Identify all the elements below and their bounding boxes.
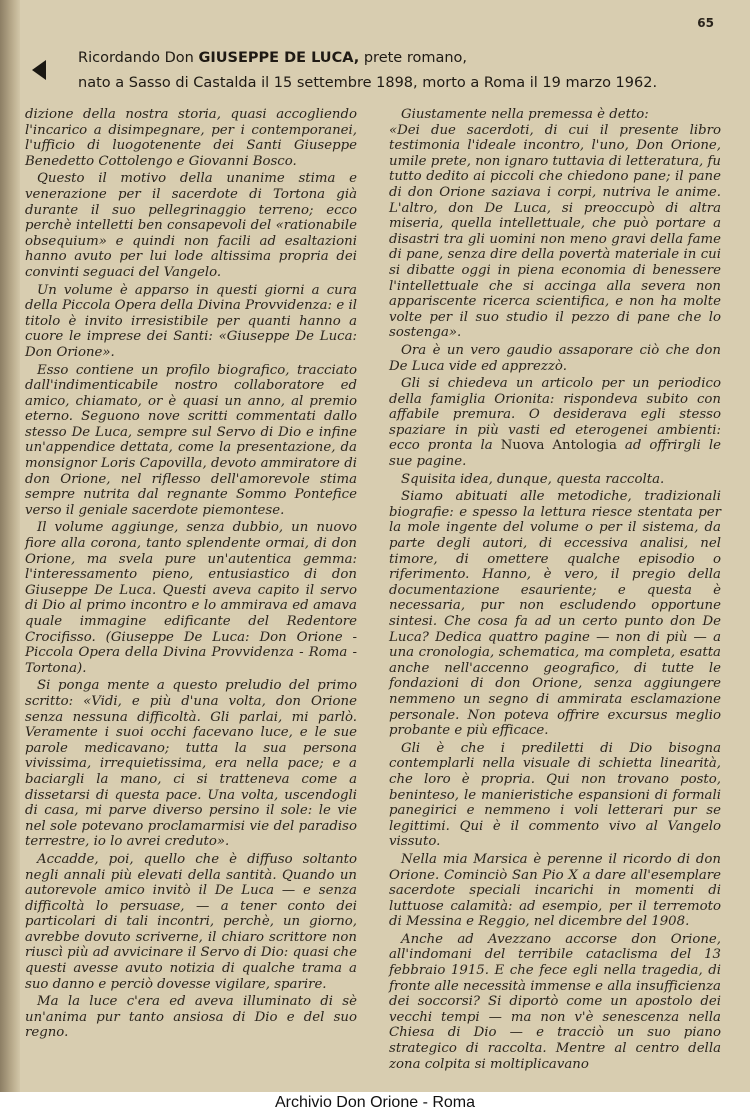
right-column	[389, 107, 721, 1074]
header-suffix: prete romano,	[363, 50, 468, 66]
paragraph: Squisita idea, dunque, questa raccolta.	[401, 471, 665, 487]
paragraph: Un volume è apparso in questi giorni a cura della Piccola Opera della Divina Provvidenza: e il titolo è invito irresistibile per quanti hanno a cuore le imprese dei Santi: «Giuseppe De Luca: Don Orione».	[25, 282, 357, 360]
paragraph-text: Gli si chiedeva un articolo per un periodico della famiglia Orionita: rispondeva subito con affabile premura. O desiderava egli stesso spaziare in più vasti ed eterogenei ambienti: ecco pronta la	[389, 376, 721, 454]
paragraph	[389, 107, 721, 341]
paragraph: Siamo abituati alle metodiche, tradizionali biografie: e spesso la lettura riesce stentata per la mole ingente del volume o per il sistema, da parte degli autori, di eccessiva analisi, nel timore, di omettere qualche episodio o riferimento. Hanno, è vero, il pregio della documentazione esauriente; e questa è necessaria, pur non escludendo opportune sintesi. Che cosa fa ad un certo punto don De Luca? Dedica quattro pagine — non di più — a una cronologia, schematica, ma completa, esatta anche nell'accenno geografico, di tutte le fondazioni di don Orione, senza aggiungere nemmeno un segno di ammirata esclamazione personale. Non poteva offrire excursus meglio probante e più efficace.	[389, 489, 721, 739]
paragraph: Accadde, poi, quello che è diffuso soltanto negli annali più elevati della santità. Quando un autorevole amico invitò il De Luca — e senza difficoltà lo persuase, — a tener conto dei particolari di tali incontri, perchè, un giorno, avrebbe dovuto scriverne, il chiaro scrittore non riuscì più ad avvicinare il Servo di Dio: quasi che questi avesse avuto notizia di qualche trama a suo danno e perciò dovesse vigilare, sparire.	[25, 851, 357, 992]
paragraph: Gli è che i prediletti di Dio bisogna contemplarli nella visuale di schietta linearità, che loro è propria. Qui non trovano posto, beninteso, le manieristiche espansioni di formali panegirici e nemmeno i voli letterari pur se legittimi. Qui è il commento vivo al Vangelo vissuto.	[389, 740, 721, 850]
article-header	[78, 46, 698, 96]
quote-block: «Dei due sacerdoti, di cui il presente libro testimonia l'ideale incontro, l'uno, Don Orione, umile prete, non ignaro tuttavia di letteratura, fu tutto dedito ai piccoli che chiedono pane; il pane di don Orione saziava i corpi, nutriva le anime. L'altro, don De Luca, si preoccupò di altra miseria, quella intellettuale, che può portare a disastri tra gli uomini non meno gravi della fame di pane, senza dire della povertà materiale in cui si dibatte oggi in piena economia di benessere l'intellettuale che si accinga alla severa non appariscente ricerca scientifica, e non ha molte volte per il suo studio il pezzo di pane che lo sostenga».	[389, 122, 721, 341]
paragraph	[389, 376, 721, 470]
page-number: 65	[697, 16, 714, 30]
paragraph: Anche ad Avezzano accorse don Orione, all'indomani del terribile cataclisma del 13 febbraio 1915. E che fece egli nella tragedia, di fronte alle necessità immense e alla insufficienza dei soccorsi? Si diportò come un apostolo dei vecchi tempi — ma non v'è senescenza nella Chiesa di Dio — e tracciò un suo piano strategico di raccolta. Mentre al centro della zona colpita si moltiplicavano	[389, 931, 721, 1072]
archive-footer: Archivio Don Orione - Roma	[0, 1092, 750, 1113]
paragraph-text: ad offrirgli le sue pagine.	[389, 438, 721, 470]
left-arrow-icon	[32, 60, 46, 80]
header-line-1	[78, 46, 698, 71]
paragraph: dizione della nostra storia, quasi accogliendo l'incarico a disimpegnare, per i contemporanei, l'ufficio di luogotenente dei Santi Giuseppe Benedetto Cottolengo e Giovanni Bosco.	[25, 107, 357, 169]
paragraph: Nella mia Marsica è perenne il ricordo di don Orione. Cominciò San Pio X a dare all'esemplare sacerdote speciali incarichi in momenti di luttuose calamità: ad esempio, per il terremoto di Messina e Reggio, nel dicembre del 1908.	[389, 851, 721, 930]
paragraph: Ora è un vero gaudio assaporare ciò che don De Luca vide ed apprezzò.	[389, 342, 721, 374]
header-prefix: Ricordando Don	[78, 50, 194, 66]
paragraph: Questo il motivo della unanime stima e venerazione per il sacerdote di Tortona già durante il suo pellegrinaggio terreno; ecco perchè intelletti ben consapevoli del «rationabile obsequium» e quindi non facili ad esaltazioni hanno avuto per lui lode altissima propria dei convinti seguaci del Vangelo.	[25, 171, 357, 280]
paragraph: Ma la luce c'era ed aveva illuminato di sè un'anima pur tanto ansiosa di Dio e del suo regno.	[25, 994, 357, 1041]
paragraph: Esso contiene un profilo biografico, tracciato dall'indimenticabile nostro collaboratore ed amico, chiamato, or è quasi un anno, al premio eterno. Seguono nove scritti commentati dallo stesso De Luca, sempre sul Servo di Dio e infine un'appendice dettata, come la presentazione, da monsignor Loris Capovilla, devoto ammiratore di don Orione, nel riflesso dell'amorevole stima sempre nutrita dal regnante Sommo Pontefice verso il geniale sacerdote piemontese.	[25, 362, 357, 518]
header-line-2: nato a Sasso di Castalda il 15 settembre 1898, morto a Roma il 19 marzo 1962.	[78, 75, 658, 91]
journal-title: Nuova Antologia	[500, 438, 617, 454]
paragraph: Il volume aggiunge, senza dubbio, un nuovo fiore alla corona, tanto splendente ormai, di don Orione, ma svela pure un'autentica gemma: l'interessamento pieno, entusiastico di don Giuseppe De Luca. Questi aveva capito il servo di Dio al primo incontro e lo ammirava ed amava quale immagine edificante del Redentore Crocifisso. (Giuseppe De Luca: Don Orione - Piccola Opera della Divina Provvidenza - Roma - Tortona).	[25, 520, 357, 676]
header-name: GIUSEPPE DE LUCA,	[198, 50, 360, 66]
paragraph: Si ponga mente a questo preludio del primo scritto: «Vidi, e più d'una volta, don Orione senza nessuna difficoltà. Gli parlai, mi parlò. Veramente i suoi occhi facevano luce, e le sue parole medicavano; tutta la sua persona vivissima, irrequietissima, era nella pace; e a baciargli la mano, ci si tratteneva come a dissetarsi di questa pace. Una volta, uscendogli di casa, mi parve diverso persino il sole: le vie nel sole potevano proclamarmisi vie del paradiso terrestre, io lo avrei creduto».	[25, 678, 357, 850]
quote-intro: Giustamente nella premessa è detto:	[401, 107, 649, 122]
page-spine-shadow	[0, 0, 20, 1113]
left-column	[25, 107, 357, 1043]
